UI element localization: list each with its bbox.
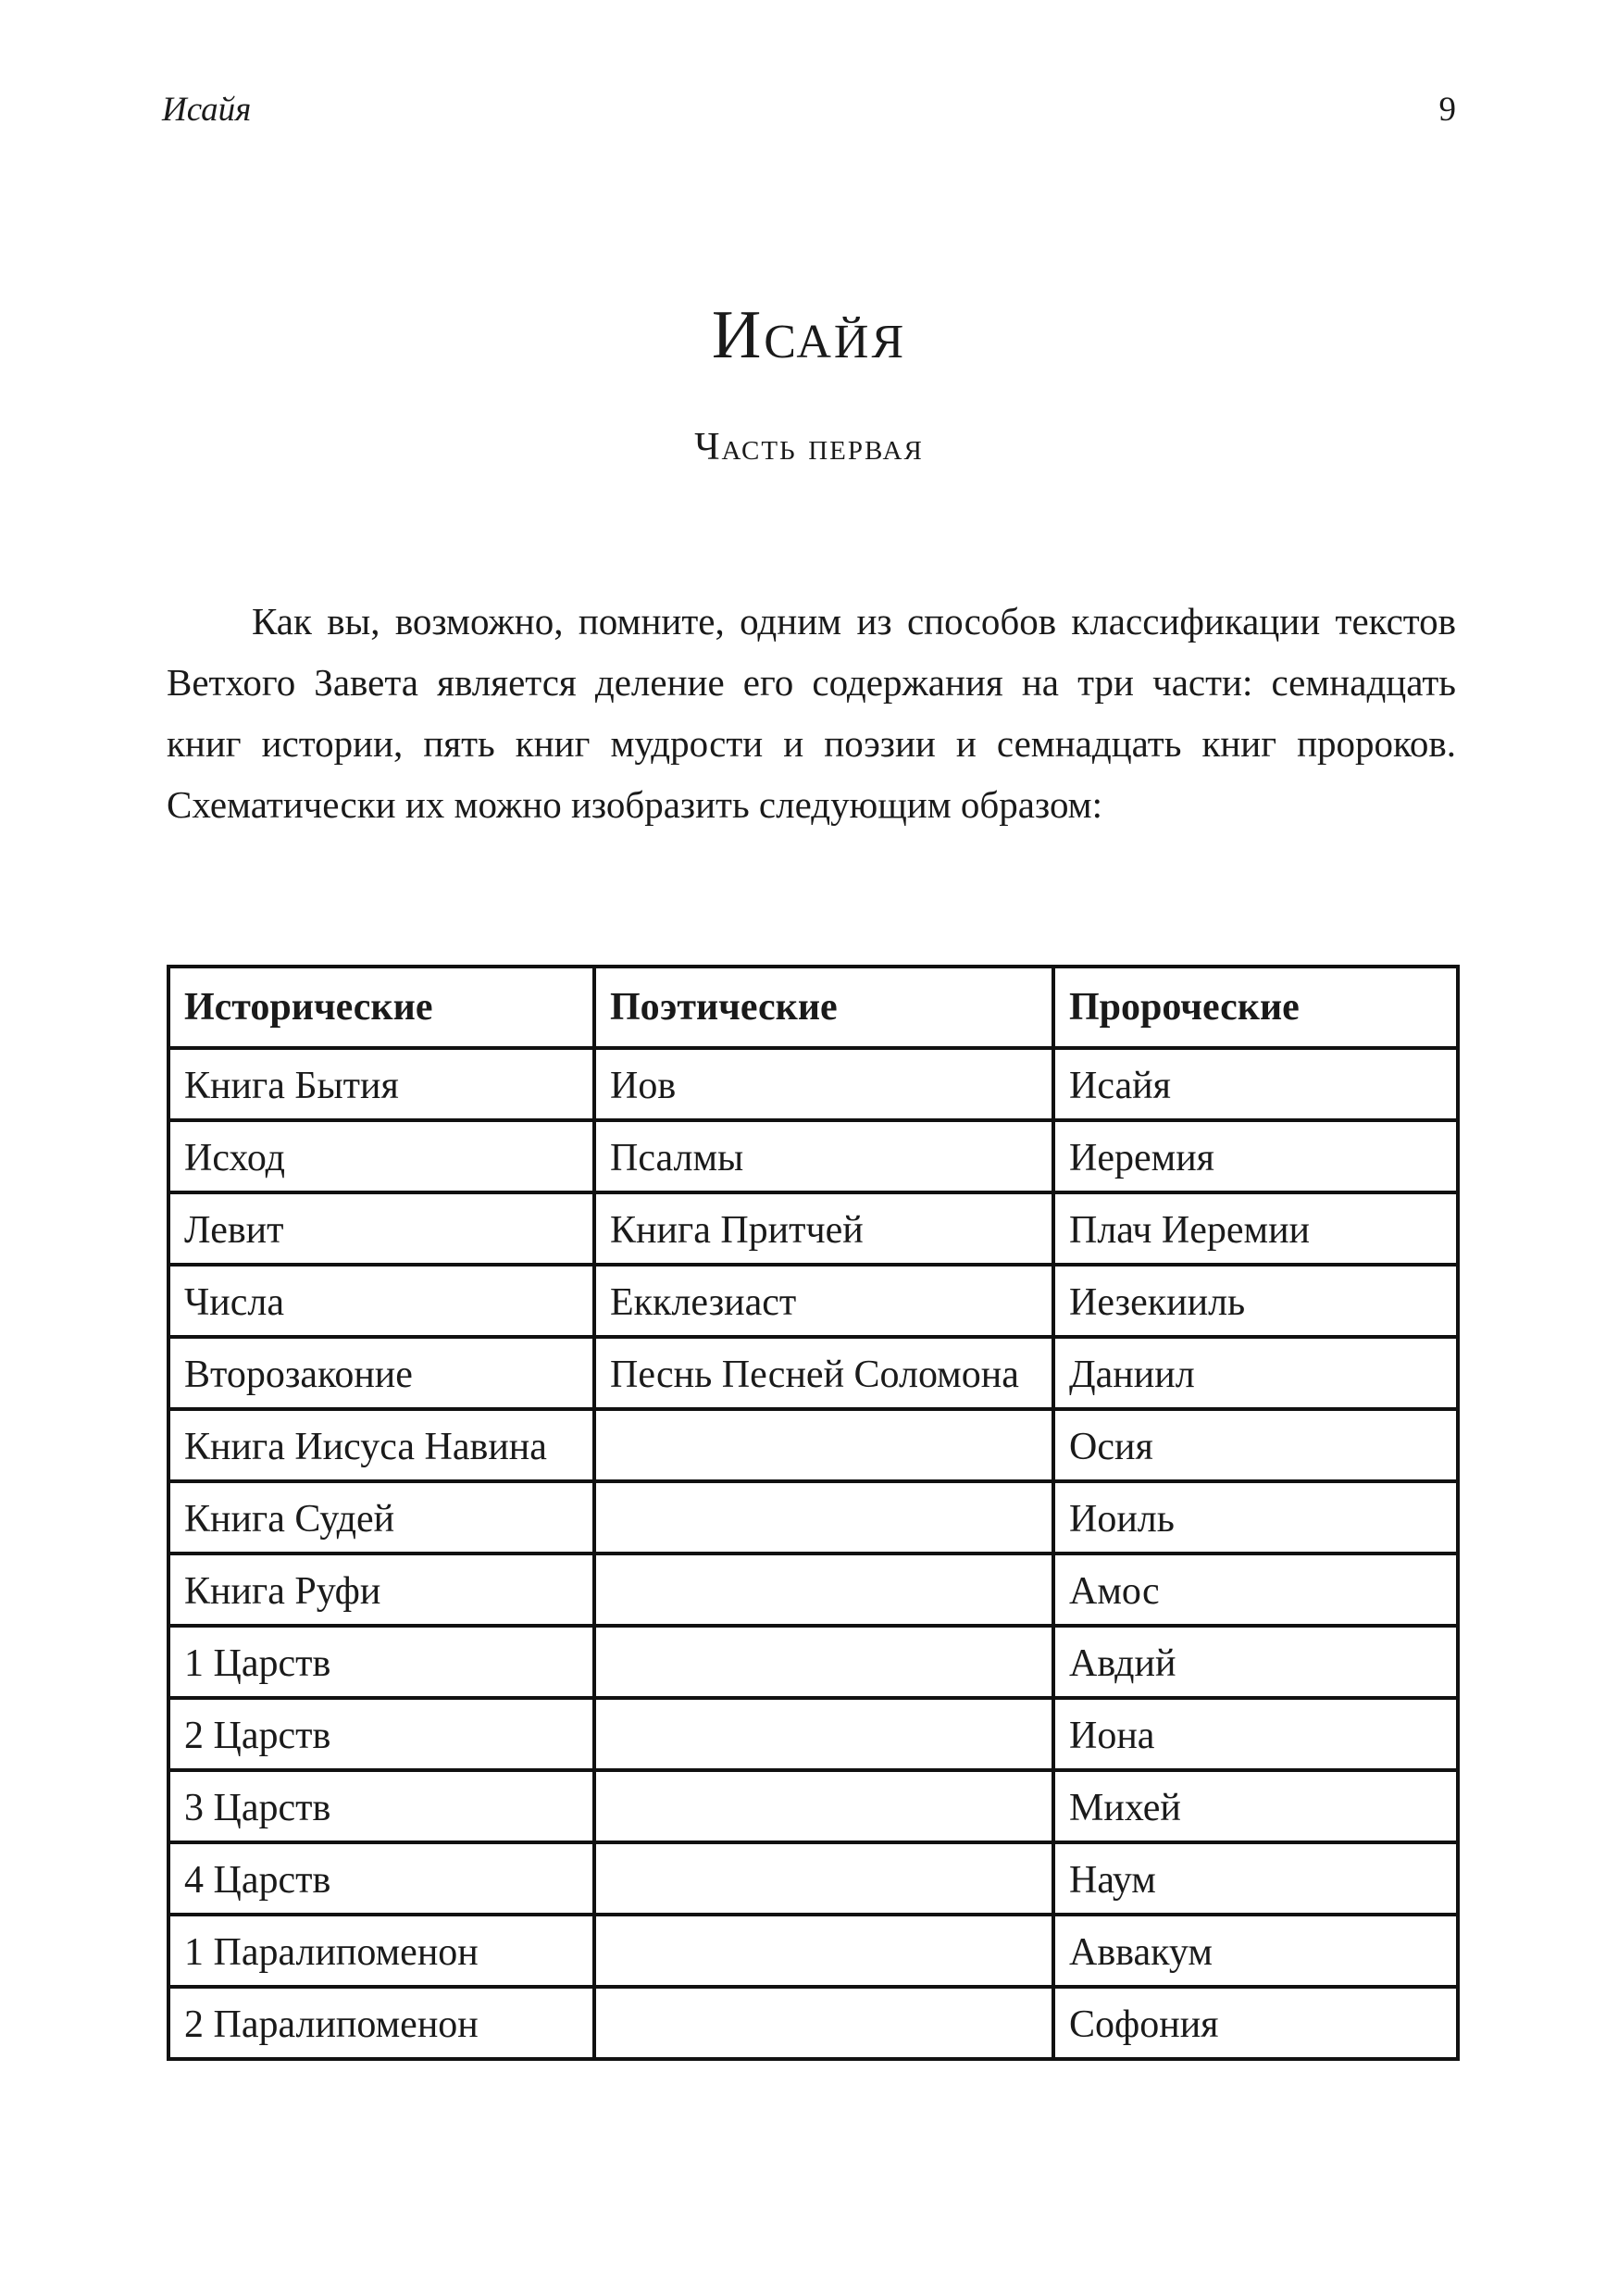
table-row [168,1048,1458,1120]
historical-book-cell: Исход [168,1120,594,1192]
historical-book-cell: Книга Бытия [168,1048,594,1120]
poetic-book-cell [594,1842,1053,1915]
poetic-book-cell [594,1409,1053,1481]
prophetic-book-cell: Плач Иеремии [1053,1192,1458,1265]
prophetic-book-cell: Иезекииль [1053,1265,1458,1337]
historical-book-cell: 3 Царств [168,1770,594,1842]
prophetic-book-cell: Авдий [1053,1626,1458,1698]
table-row [168,1626,1458,1698]
table-row [168,1409,1458,1481]
books-table [167,965,1460,2061]
prophetic-book-cell: Даниил [1053,1337,1458,1409]
poetic-book-cell: Песнь Песней Соломона [594,1337,1053,1409]
table-row [168,1915,1458,1987]
table-row [168,1337,1458,1409]
historical-book-cell: Левит [168,1192,594,1265]
poetic-book-cell: Екклезиаст [594,1265,1053,1337]
poetic-book-cell [594,1626,1053,1698]
poetic-book-cell [594,1770,1053,1842]
prophetic-book-cell: Иоиль [1053,1481,1458,1554]
page-title: Исайя [711,297,907,373]
poetic-book-cell [594,1554,1053,1626]
historical-book-cell: Книга Руфи [168,1554,594,1626]
poetic-book-cell: Иов [594,1048,1053,1120]
historical-book-cell: 2 Царств [168,1698,594,1770]
page-number: 9 [1438,91,1456,129]
table-row [168,1481,1458,1554]
table-row [168,1698,1458,1770]
historical-book-cell: Второзаконие [168,1337,594,1409]
column-header-prophetic: Пророческие [1053,967,1458,1048]
table-row [168,1770,1458,1842]
table-row [168,1265,1458,1337]
prophetic-book-cell: Михей [1053,1770,1458,1842]
historical-book-cell: 1 Паралипоменон [168,1915,594,1987]
table-row [168,1120,1458,1192]
prophetic-book-cell: Аввакум [1053,1915,1458,1987]
historical-book-cell: 4 Царств [168,1842,594,1915]
prophetic-book-cell: Софония [1053,1987,1458,2059]
column-header-historical: Исторические [168,967,594,1048]
historical-book-cell: Книга Судей [168,1481,594,1554]
prophetic-book-cell: Амос [1053,1554,1458,1626]
historical-book-cell: Книга Иисуса Навина [168,1409,594,1481]
poetic-book-cell [594,1698,1053,1770]
historical-book-cell: 1 Царств [168,1626,594,1698]
table-row [168,1842,1458,1915]
poetic-book-cell [594,1915,1053,1987]
historical-book-cell: Числа [168,1265,594,1337]
prophetic-book-cell: Исайя [1053,1048,1458,1120]
section-subtitle: Часть первая [694,426,924,468]
poetic-book-cell [594,1987,1053,2059]
poetic-book-cell: Книга Притчей [594,1192,1053,1265]
table-row [168,1554,1458,1626]
prophetic-book-cell: Осия [1053,1409,1458,1481]
prophetic-book-cell: Иона [1053,1698,1458,1770]
historical-book-cell: 2 Паралипоменон [168,1987,594,2059]
column-header-poetic: Поэтические [594,967,1053,1048]
poetic-book-cell [594,1481,1053,1554]
intro-paragraph: Как вы, возможно, помните, одним из способов классификации текстов Ветхого Завета является деление его содержания на три части: семнадцать книг истории, пять книг мудрости и поэзии и семнадцать книг пророков. Схематически их можно изобразить следующим образом: [167,600,1456,826]
table-row [168,1192,1458,1265]
poetic-book-cell: Псалмы [594,1120,1053,1192]
running-head-title: Исайя [162,91,252,129]
prophetic-book-cell: Наум [1053,1842,1458,1915]
table-row [168,1987,1458,2059]
table-header-row [168,967,1458,1048]
prophetic-book-cell: Иеремия [1053,1120,1458,1192]
